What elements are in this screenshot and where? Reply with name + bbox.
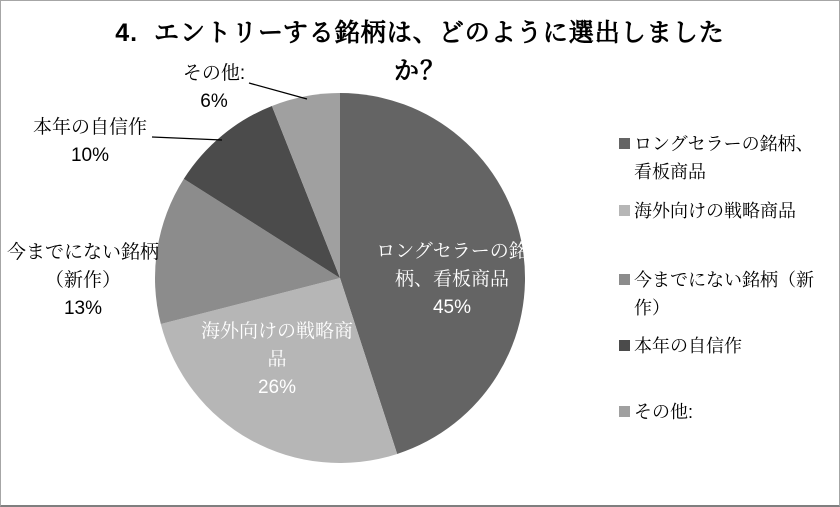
legend-swatch-long-seller [619,138,630,149]
legend-item-this-years-best [619,332,819,360]
pie-label-overseas-strategy [187,318,367,402]
pie-label-overseas-strategy-line2: 品 [267,349,287,370]
legend-label-this-years-best: 本年の自信作 [634,336,742,356]
legend-label-overseas-strategy: 海外向けの戦略商品 [634,201,796,221]
chart-title-line2: か？ [393,57,446,85]
pie-label-long-seller-line1: ロングセラーの銘 [376,241,528,262]
pie-label-new-brand [0,239,168,323]
pie-label-overseas-strategy-line1: 海外向けの戦略商 [200,321,353,342]
pie-label-new-brand-line2: （新作） [44,270,121,291]
legend-swatch-new-brand [619,274,630,285]
pie-label-this-years-best-line1: 本年の自信作 [32,117,147,138]
pie-label-new-brand-line1: 今までにない銘柄 [6,242,159,263]
legend-swatch-overseas-strategy [619,205,630,216]
pie-label-new-brand-pct: 13% [63,298,103,319]
pie-label-this-years-best [5,114,175,170]
legend-swatch-other [619,406,630,417]
legend-swatch-this-years-best [619,340,630,351]
legend-item-new-brand [619,266,819,322]
pie-label-overseas-strategy-pct: 26% [257,377,297,398]
legend-label-new-brand: 今までにない銘柄（新作） [634,270,814,318]
pie-label-long-seller-line2: 柄、看板商品 [394,269,509,290]
legend-label-long-seller: ロングセラーの銘柄、看板商品 [634,134,814,182]
pie-label-long-seller [362,238,542,322]
pie-label-this-years-best-pct: 10% [70,145,110,166]
pie-label-other [129,60,299,116]
legend-label-other: その他: [634,402,694,422]
chart-title-line1: 4. エントリーする銘柄は、どのように選出しました [115,19,725,47]
pie-label-other-pct: 6% [200,91,228,112]
legend-item-overseas-strategy [619,197,819,225]
pie-label-other-line1: その他: [182,63,246,84]
legend-item-other [619,398,819,426]
pie-label-long-seller-pct: 45% [432,297,472,318]
legend-item-long-seller [619,130,819,186]
